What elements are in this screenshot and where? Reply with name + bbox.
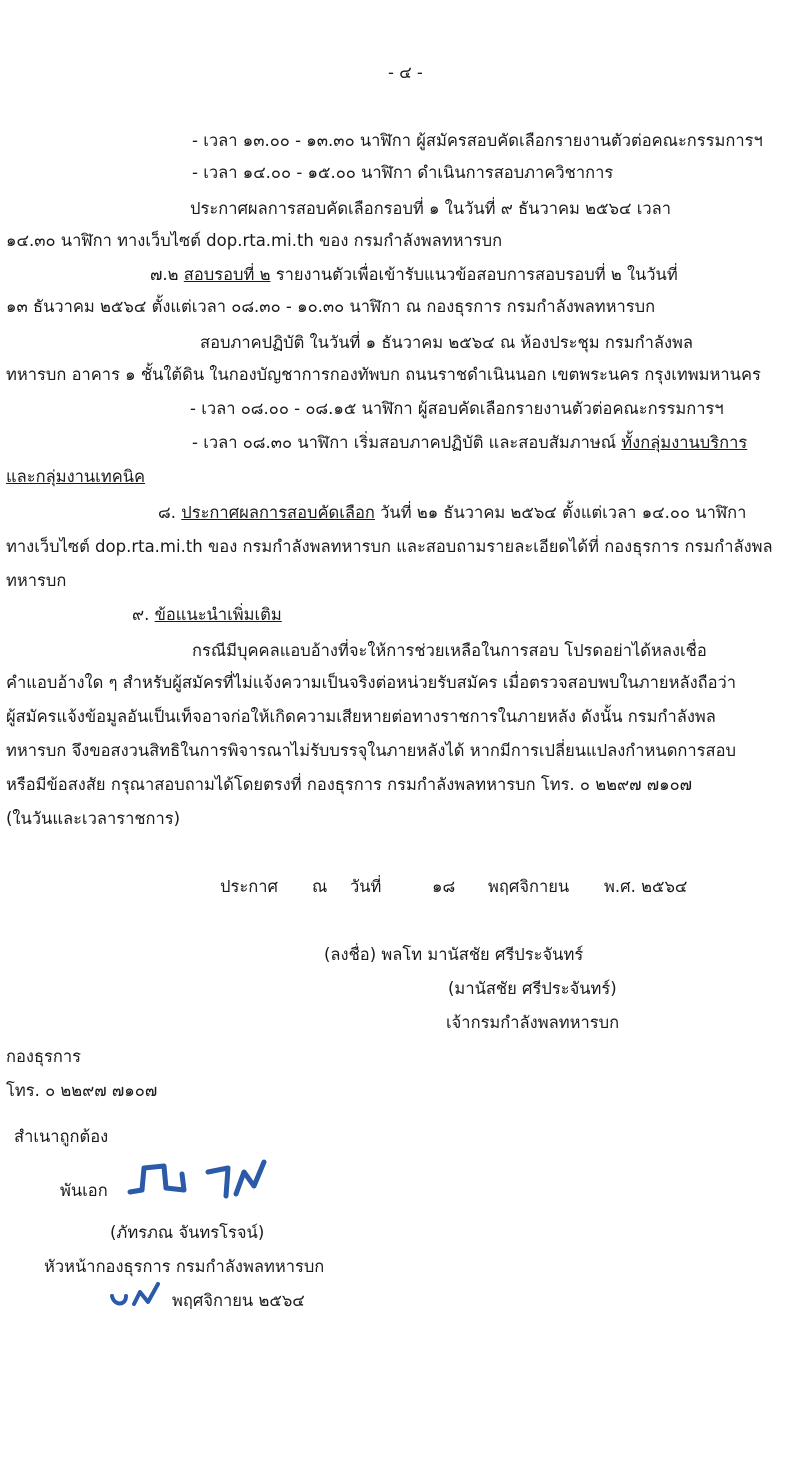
handwritten-day-number	[108, 1280, 168, 1314]
line-20: หรือมีข้อสงสัย กรุณาสอบถามได้โดยตรงที่ กองธุรการ กรมกำลังพลทหารบก โทร. ๐ ๒๒๙๗ ๗๑๐๗	[6, 775, 693, 794]
section-number: ๗.๒	[150, 265, 179, 284]
section-heading: สอบรอบที่ ๒	[183, 265, 271, 284]
section-heading: ข้อแนะนำเพิ่มเติม	[154, 605, 282, 624]
section-number: ๙.	[132, 605, 150, 624]
line-6: ๑๓ ธันวาคม ๒๕๖๔ ตั้งแต่เวลา ๐๘.๓๐ - ๑๐.๓๐ นาฬิกา ณ กองธุรการ กรมกำลังพลทหารบก	[6, 297, 656, 316]
section-heading: ประกาศผลการสอบคัดเลือก	[181, 503, 375, 522]
line-7: สอบภาคปฏิบัติ ในวันที่ ๑ ธันวาคม ๒๕๖๔ ณ ห้องประชุม กรมกำลังพล	[200, 333, 694, 352]
line-18: ผู้สมัครแจ้งข้อมูลอันเป็นเท็จอาจก่อให้เกิดความเสียหายต่อทางราชการในภายหลัง ดังนั้น กรมกำลังพล	[6, 707, 716, 726]
section-number: ๘.	[158, 503, 176, 522]
line-14: ทหารบก	[6, 571, 67, 590]
handwritten-signature	[124, 1154, 294, 1204]
announce-word-3: วันที่	[350, 877, 382, 896]
line-8: ทหารบก อาคาร ๑ ชั้นใต้ดิน ในกองบัญชาการกองทัพบก ถนนราชดำเนินนอก เขตพระนคร กรุงเทพมหานคร	[6, 365, 761, 384]
signer-sign-line: (ลงชื่อ) พลโท มานัสชัย ศรีประจันทร์	[324, 945, 584, 964]
footer-dept: กองธุรการ	[6, 1047, 82, 1066]
line-10	[192, 432, 747, 454]
line-16: กรณีมีบุคคลแอบอ้างที่จะให้การช่วยเหลือในการสอบ โปรดอย่าได้หลงเชื่อ	[192, 641, 707, 660]
certify-date: พฤศจิกายน ๒๕๖๔	[172, 1291, 305, 1310]
announce-word-1: ประกาศ	[220, 877, 278, 896]
page-number: - ๔ -	[388, 63, 423, 82]
line-1: - เวลา ๑๓.๐๐ - ๑๓.๓๐ นาฬิกา ผู้สมัครสอบคัดเลือกรายงานตัวต่อคณะกรรมการฯ	[192, 131, 763, 150]
line-13: ทางเว็บไซต์ dop.rta.mi.th ของ กรมกำลังพลทหารบก และสอบถามรายละเอียดได้ที่ กองธุรการ กรมกำลังพล	[6, 537, 773, 556]
line-21: (ในวันและเวลาราชการ)	[6, 809, 181, 828]
line-9: - เวลา ๐๘.๐๐ - ๐๘.๑๕ นาฬิกา ผู้สอบคัดเลือกรายงานตัวต่อคณะกรรมการฯ	[190, 399, 724, 418]
line-2: - เวลา ๑๔.๐๐ - ๑๕.๐๐ นาฬิกา ดำเนินการสอบภาควิชาการ	[192, 163, 614, 182]
line-19: ทหารบก จึงขอสงวนสิทธิในการพิจารณาไม่รับบรรจุในภายหลังได้ หากมีการเปลี่ยนแปลงกำหนดการสอบ	[6, 741, 736, 760]
signer-position: เจ้ากรมกำลังพลทหารบก	[446, 1013, 620, 1032]
announce-day: ๑๘	[432, 877, 456, 896]
line-3: ประกาศผลการสอบคัดเลือกรอบที่ ๑ ในวันที่ ๙ ธันวาคม ๒๕๖๔ เวลา	[190, 199, 671, 218]
line-5	[150, 264, 678, 286]
footer-tel: โทร. ๐ ๒๒๙๗ ๗๑๐๗	[6, 1081, 158, 1100]
line-12-text: วันที่ ๒๑ ธันวาคม ๒๕๖๔ ตั้งแต่เวลา ๑๔.๐๐ นาฬิกา	[380, 503, 747, 522]
line-5-text: รายงานตัวเพื่อเข้ารับแนวข้อสอบการสอบรอบที่ ๒ ในวันที่	[275, 265, 678, 284]
announce-year: พ.ศ. ๒๕๖๔	[604, 877, 688, 896]
signer-name: (มานัสชัย ศรีประจันทร์)	[448, 979, 617, 998]
certifier-rank: พันเอก	[60, 1181, 108, 1200]
line-4: ๑๔.๓๐ นาฬิกา ทางเว็บไซต์ dop.rta.mi.th ของ กรมกำลังพลทหารบก	[6, 231, 503, 250]
line-12	[158, 502, 746, 524]
certifier-position: หัวหน้ากองธุรการ กรมกำลังพลทหารบก	[44, 1257, 325, 1276]
line-17: คำแอบอ้างใด ๆ สำหรับผู้สมัครที่ไม่แจ้งความเป็นจริงต่อหน่วยรับสมัคร เมื่อตรวจสอบพบในภายหลังถือว่า	[6, 673, 737, 692]
line-10-text: - เวลา ๐๘.๓๐ นาฬิกา เริ่มสอบภาคปฏิบัติ และสอบสัมภาษณ์	[192, 433, 617, 452]
true-copy-label: สำเนาถูกต้อง	[14, 1127, 109, 1146]
certifier-name: (ภัทรภณ จันทรโรจน์)	[110, 1223, 265, 1242]
line-10-underlined: ทั้งกลุ่มงานบริการ	[621, 433, 748, 452]
line-11: และกลุ่มงานเทคนิค	[6, 467, 146, 486]
line-15	[132, 604, 282, 626]
announce-month: พฤศจิกายน	[488, 877, 570, 896]
announce-word-2: ณ	[312, 877, 328, 896]
